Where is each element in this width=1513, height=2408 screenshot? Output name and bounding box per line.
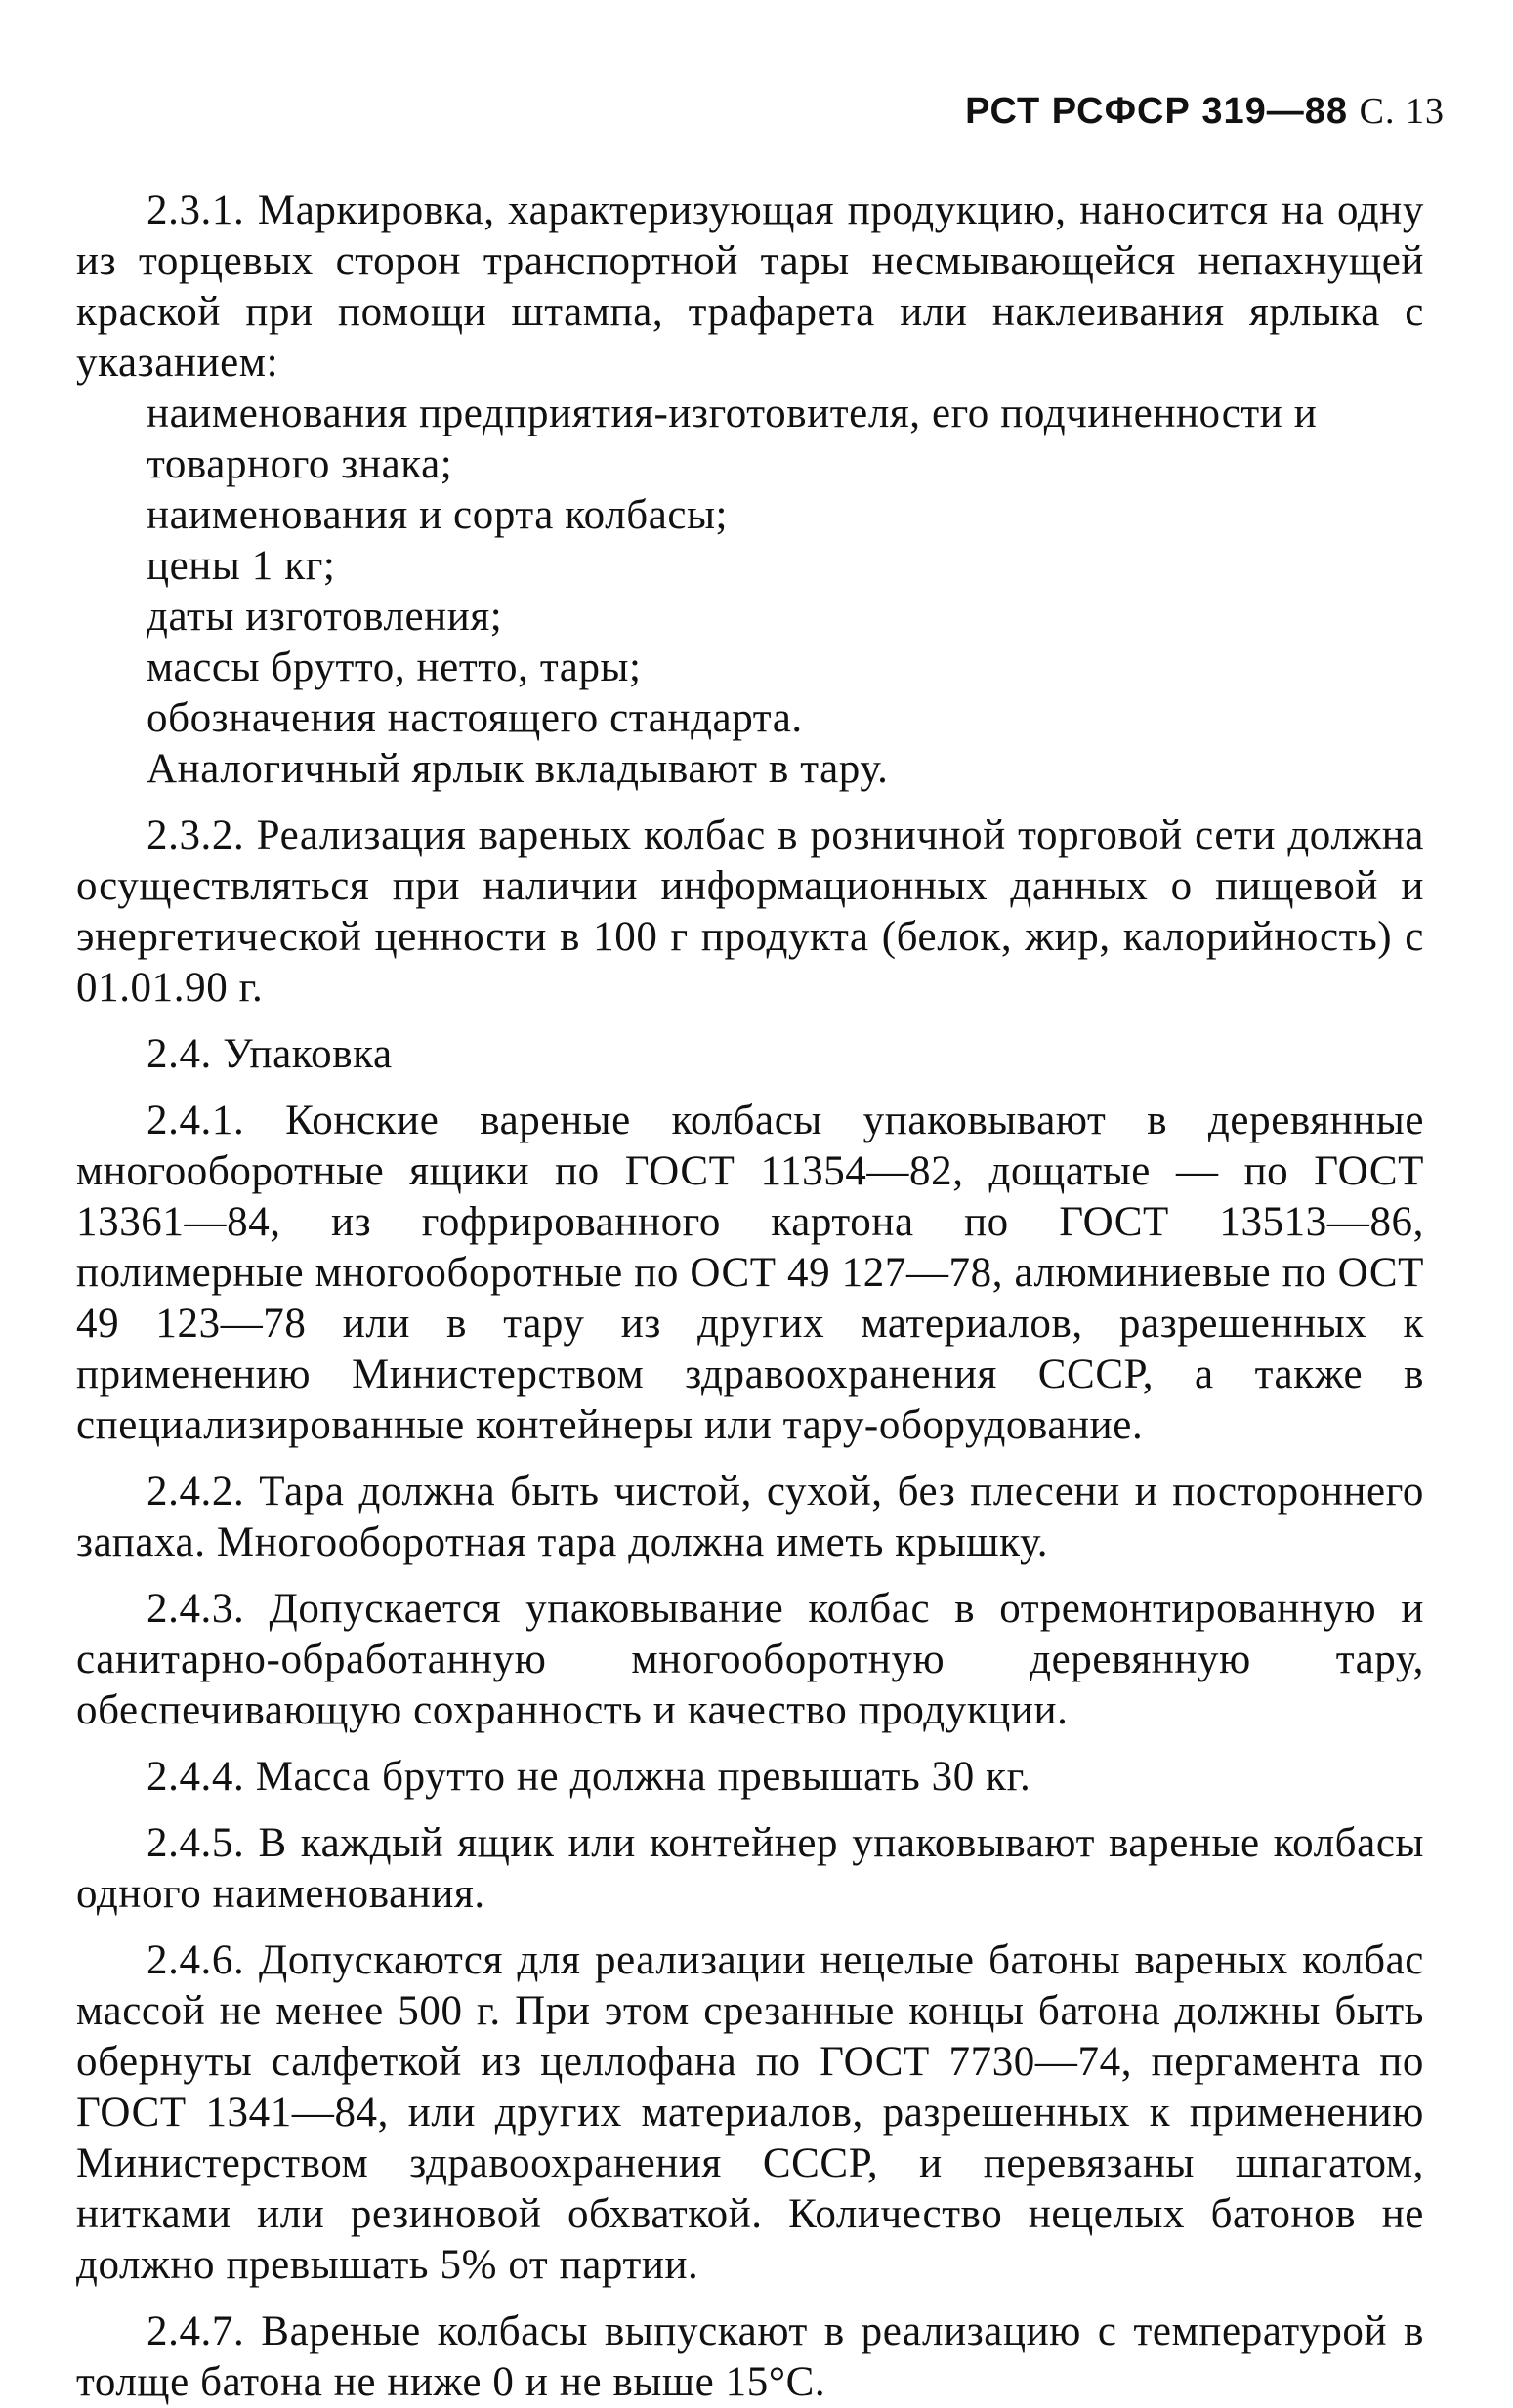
marking-closing: Аналогичный ярлык вкладывают в тару. [147, 746, 889, 792]
clause-2-4-3: 2.4.3. Допускается упаковывание колбас в отремонтированную и санитарно-обработанную многооборотную деревянную тару, обеспечивающую сохранность и качество продукции. [76, 1586, 1424, 1733]
clause-2-3-2: 2.3.2. Реализация вареных колбас в розничной торговой сети должна осуществляться при наличии информационных данных о пищевой и энергетической ценности в 100 г продукта (белок, жир, калорийность) с 01.01.90 г. [76, 812, 1424, 1011]
clause-2-4-1: 2.4.1. Конские вареные колбасы упаковывают в деревянные многооборотные ящики по ГОСТ 11354—82, дощатые — по ГОСТ 13361—84, из гофрированного картона по ГОСТ 13513—86, полимерные многооборотные по ОСТ 49 127—78, алюминиевые по ОСТ 49 123—78 или в тару из других материалов, разрешенных к применению Министерством здравоохранения СССР, а также в специализированные контейнеры или тару-оборудование. [76, 1098, 1424, 1448]
section-2-4-heading: 2.4. Упаковка [147, 1031, 393, 1077]
clause-2-4-6: 2.4.6. Допускаются для реализации нецелые батоны вареных колбас массой не менее 500 г. При этом срезанные концы батона должны быть обернуты салфеткой из целлофана по ГОСТ 7730—74, пергамента по ГОСТ 1341—84, или других материалов, разрешенных к применению Министерством здравоохранения СССР, и перевязаны шпагатом, нитками или резиновой обхваткой. Количество нецелых батонов не должно превышать 5% от партии. [76, 1937, 1424, 2288]
marking-item-5: массы брутто, нетто, тары; [147, 644, 642, 690]
marking-item-3: цены 1 кг; [147, 543, 336, 589]
clause-2-4-2: 2.4.2. Тара должна быть чистой, сухой, без плесени и постороннего запаха. Многооборотная тара должна иметь крышку. [76, 1469, 1424, 1565]
marking-item-6: обозначения настоящего стандарта. [147, 695, 803, 741]
marking-item-1: наименования предприятия-изготовителя, его подчиненности и товарного знака; [147, 391, 1318, 487]
clause-2-4-7: 2.4.7. Вареные колбасы выпускают в реализацию с температурой в толще батона не ниже 0 и не выше 15°С. [76, 2308, 1424, 2405]
document-body [76, 186, 1424, 2408]
clause-2-4-5: 2.4.5. В каждый ящик или контейнер упаковывают вареные колбасы одного наименования. [76, 1820, 1424, 1917]
marking-item-2: наименования и сорта колбасы; [147, 492, 729, 538]
marking-item-4: даты изготовления; [147, 594, 503, 640]
document-code: РСТ РСФСР 319—88 [965, 91, 1349, 132]
page-header [965, 90, 1445, 133]
page-number: С. 13 [1359, 91, 1445, 132]
clause-2-4-4: 2.4.4. Масса брутто не должна превышать 30 кг. [147, 1754, 1031, 1800]
clause-2-3-1: 2.3.1. Маркировка, характеризующая продукцию, наносится на одну из торцевых сторон транспортной тары несмывающейся непахнущей краской при помощи штампа, трафарета или наклеивания ярлыка с указанием: [76, 187, 1424, 386]
